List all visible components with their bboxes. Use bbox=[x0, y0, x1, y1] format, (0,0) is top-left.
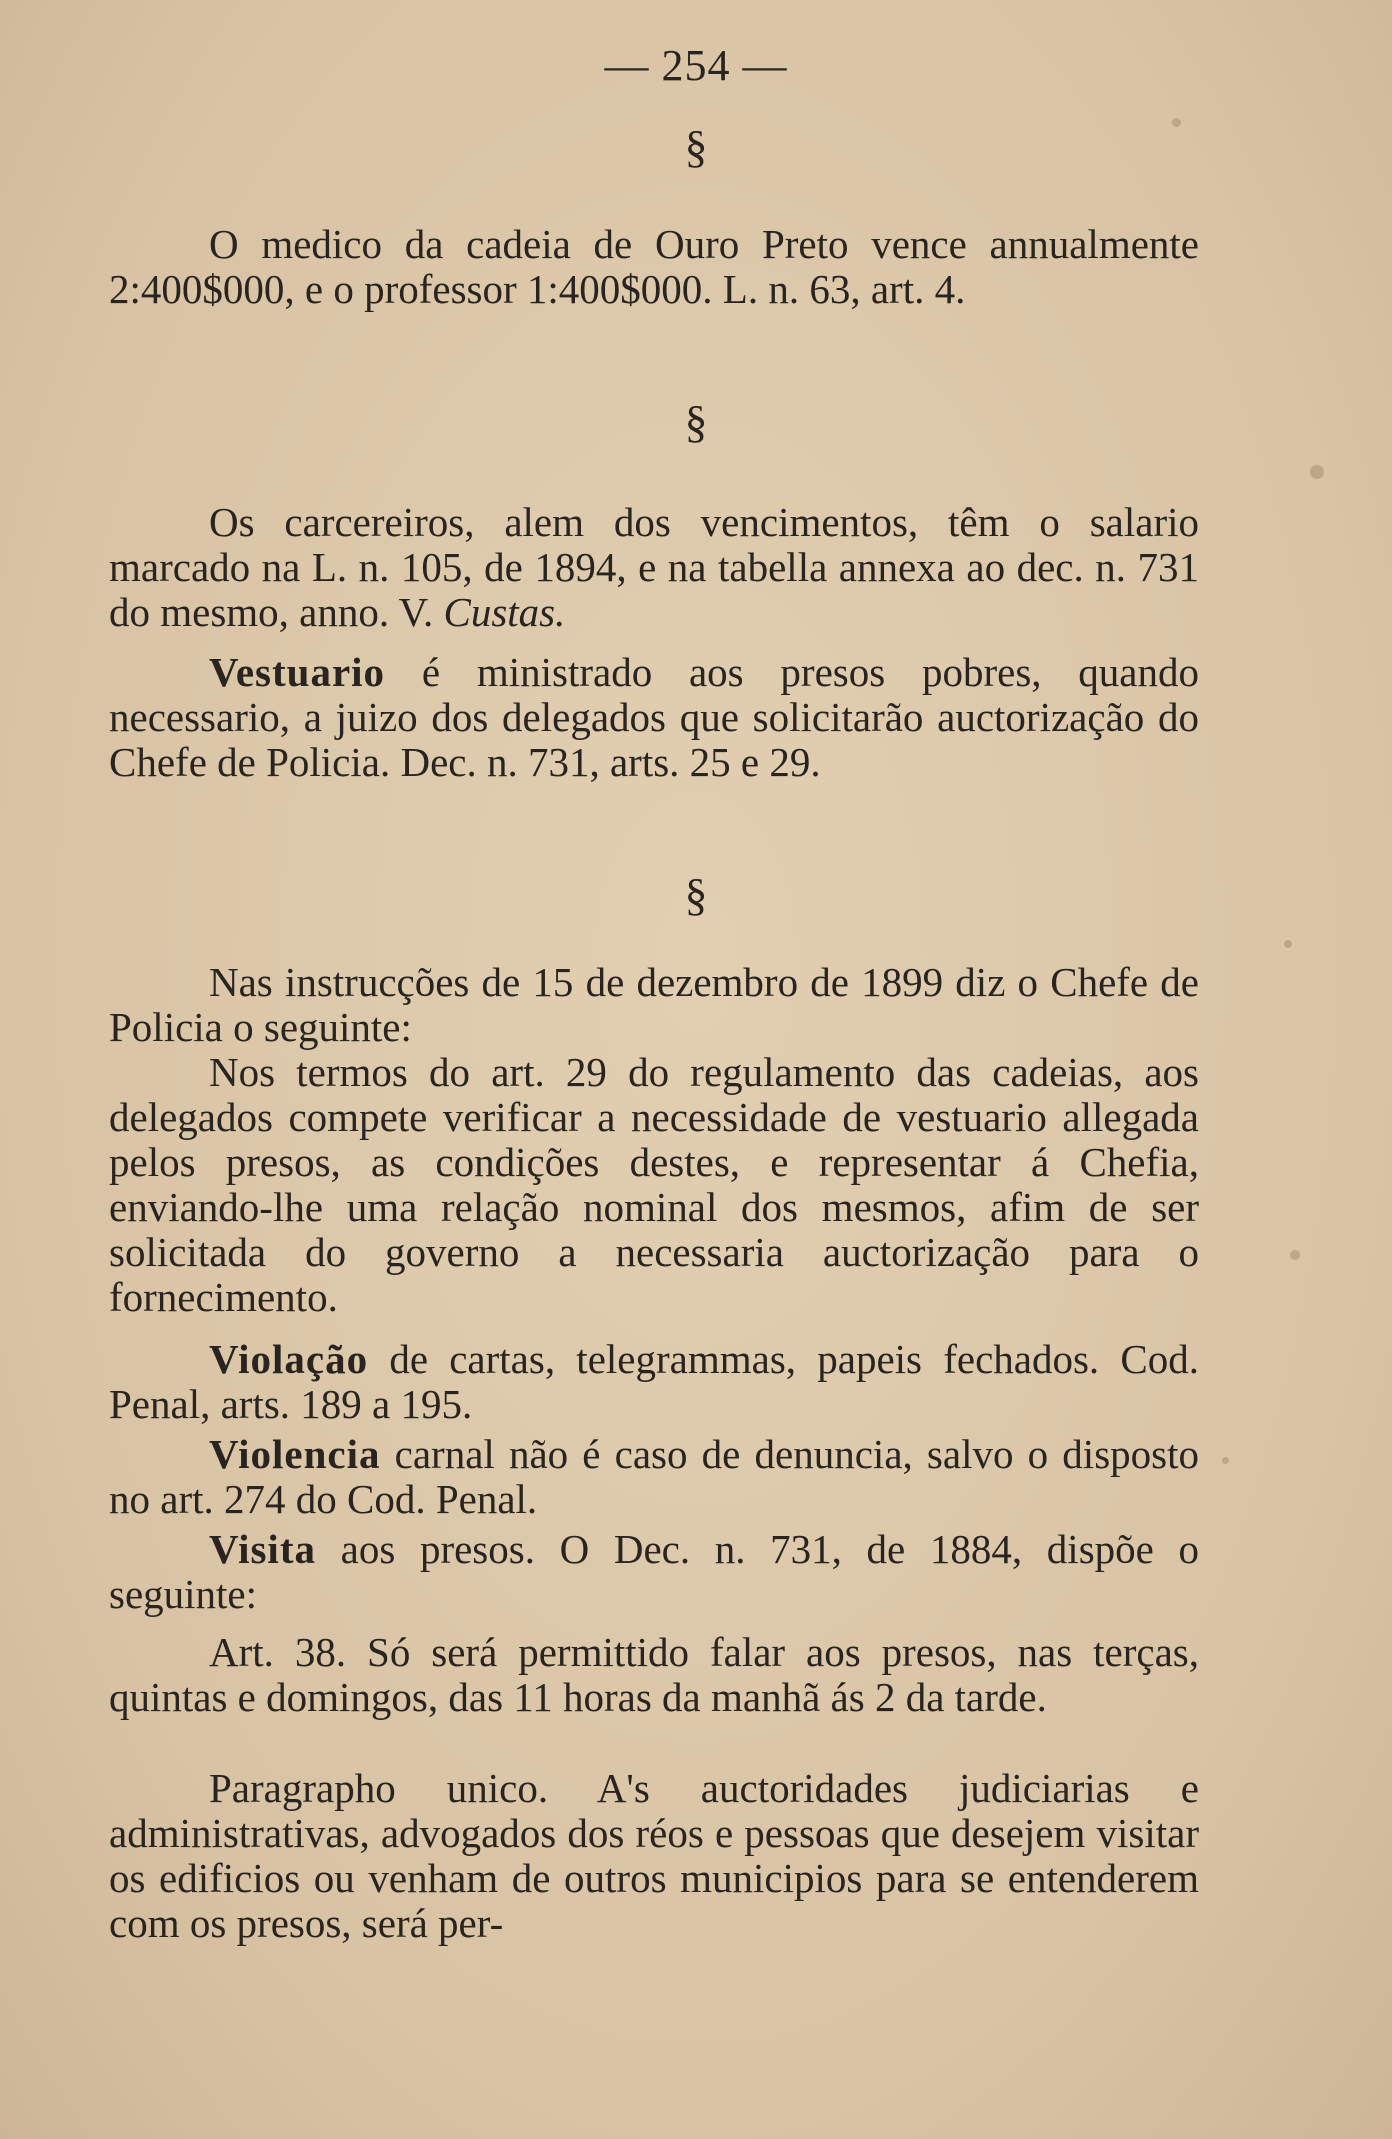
paragraph-regulamento: Nos termos do art. 29 do regulamento das cadeias, aos delegados compete verificar a necessidade de vestuario allegada pelos presos, as condições destes, e representar á Chefia, enviando-lhe uma relação nominal dos mesmos, afim de ser solicitada do governo a necessaria auctorização para o fornecimento. bbox=[109, 1049, 1199, 1320]
paper-speck bbox=[1284, 940, 1292, 948]
entry-text: de cartas, telegrammas, papeis fechados. Cod. Penal, arts. 189 a 195. bbox=[109, 1336, 1200, 1427]
paper-speck bbox=[1222, 1457, 1229, 1464]
section-mark: § bbox=[684, 121, 708, 172]
paragraph-art38: Art. 38. Só será permittido falar aos presos, nas terças, quintas e domingos, das 11 horas da manhã ás 2 da tarde. bbox=[109, 1629, 1199, 1720]
paper-speck bbox=[1290, 1250, 1300, 1260]
section-mark: § bbox=[684, 396, 708, 447]
section-mark: § bbox=[684, 869, 708, 920]
entry-term: Vestuario bbox=[209, 649, 386, 695]
entry-violencia bbox=[109, 1432, 1199, 1522]
cross-reference: Custas. bbox=[443, 589, 566, 635]
paragraph-medico: O medico da cadeia de Ouro Preto vence annualmente 2:400$000, e o professor 1:400$000. L. n. 63, art. 4. bbox=[109, 221, 1199, 312]
entry-violacao bbox=[109, 1337, 1199, 1427]
entry-term: Visita bbox=[209, 1526, 316, 1572]
entry-text: carnal não é caso de denuncia, salvo o disposto no art. 274 do Cod. Penal. bbox=[109, 1431, 1200, 1522]
entry-term: Violação bbox=[209, 1336, 369, 1382]
paper-speck bbox=[1172, 118, 1181, 127]
entry-text: aos presos. O Dec. n. 731, de 1884, dispõe o seguinte: bbox=[109, 1526, 1199, 1617]
paper-speck bbox=[1310, 465, 1324, 479]
entry-term: Violencia bbox=[209, 1431, 381, 1477]
paragraph-paragrapho-unico: Paragrapho unico. A's auctoridades judiciarias e administrativas, advogados dos réos e pessoas que desejem visitar os edificios ou venham de outros municipios para se entenderem com os presos, será per- bbox=[109, 1765, 1199, 1946]
entry-text: é ministrado aos presos pobres, quando necessario, a juizo dos delegados que solicitarão auctorização do Chefe de Policia. Dec. n. 731, arts. 25 e 29. bbox=[109, 649, 1200, 785]
page-number-header: — 254 — bbox=[604, 41, 788, 90]
entry-visita bbox=[109, 1527, 1199, 1617]
paragraph-carcereiros bbox=[109, 500, 1199, 635]
entry-vestuario bbox=[109, 650, 1199, 785]
paragraph-text: Os carcereiros, alem dos vencimentos, têm o salario marcado na L. n. 105, de 1894, e na tabella annexa ao dec. n. 731 do mesmo, anno. V. bbox=[109, 499, 1199, 635]
paragraph-instruccoes: Nas instrucções de 15 de dezembro de 1899 diz o Chefe de Policia o seguinte: bbox=[109, 959, 1199, 1050]
